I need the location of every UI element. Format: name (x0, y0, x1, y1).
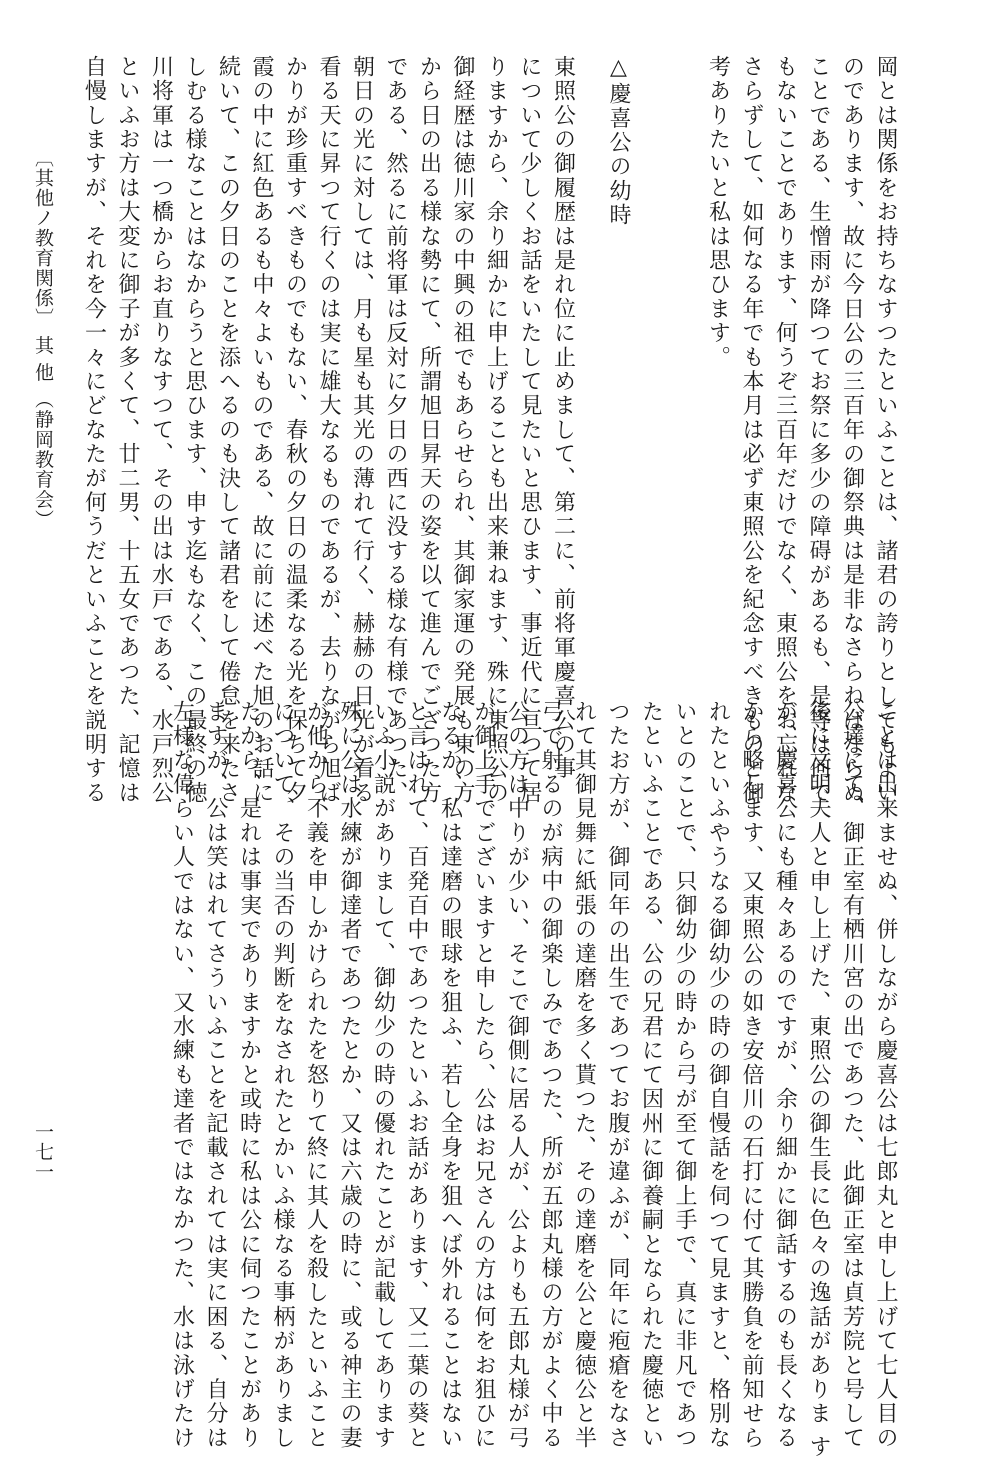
top-text-block (72, 55, 902, 806)
text-line: つたお方が、御同年の出生であつてお腹が違ふが、同年に疱瘡をなさ (605, 700, 630, 1451)
text-line: たといふことである、公の兄君にて因州に御養嗣となられた慶徳とい (638, 700, 664, 1451)
text-line: から日の出る様な勢にて、所謂旭日昇天の姿を以て進んでござつた方 (416, 55, 442, 806)
text-line: 考ありたいと私は思ひます。 (705, 55, 731, 370)
text-line: といふお方は大変に御子が多くて、廿二男、十五女であつた、記憶は (115, 55, 140, 806)
text-line: 岡とは関係をお持ちなすつたといふことは、諸君の誇りとしてもよい (873, 55, 898, 806)
text-line: いふ小説がありまして、御幼少の時の優れたことが記載してあります (370, 700, 396, 1451)
text-line: たから、是れは事実でありますかと或時に私は公に伺つたことがあり (236, 700, 262, 1451)
bottom-text-block (72, 700, 902, 1459)
text-line: である、然るに前将軍は反対に夕日の西に没する様な有様であつた、 (383, 55, 408, 806)
text-line: が御上手でございますと申したら、公はお兄さんの方は何をお狙ひに (471, 700, 496, 1451)
text-line: と言はれて、百発百中であつたといふお話があります、又二葉の葵と (404, 700, 429, 1451)
text-line: 御経歴は徳川家の中興の祖でもあらせられ、其御家運の発展も東の方 (450, 55, 475, 806)
text-line: なるか、私は達磨の眼球を狙ふ、若し全身を狙へば外れることはない (437, 700, 463, 1451)
text-line: ますが、公は笑はれてさういふことを記載されては実に困る、自分は (203, 700, 228, 1451)
text-line: 殊に公は水練が御達者であつたとか、又は六歳の時に、或る神主の妻 (337, 700, 362, 1451)
text-line: について、その当否の判断をなされたとかいふ様なる事柄がありまし (270, 700, 295, 1451)
text-line: から略します、又東照公の如き安倍川の石打に付て其勝負を前知せら (739, 700, 764, 1451)
text-line: のであります、故に今日公の三百年の御祭典は是非なさらねばならぬ (839, 55, 865, 806)
text-line: かりが珍重すべきものでもない、春秋の夕日の温柔なる光を保ちて夕 (282, 55, 308, 806)
text-line: さらずして、如何なる年でも本月は必ず東照公を紀念すべきものと御 (739, 55, 764, 806)
text-line: 霞の中に紅色あるも中々よいものである、故に前に述べた旭のお話に (249, 55, 274, 806)
text-line: いとのことで、只御幼少の時から弓が至て御上手で、真に非凡であつ (672, 700, 697, 1451)
text-line: 続いて、この夕日のことを添へるのも決して諸君をして倦怠を来たさ (215, 55, 241, 806)
text-line: 川将軍は一つ橋からお直りなすつて、その出は水戸である、水戸烈公 (148, 55, 174, 806)
text-line: 朝日の光に対しては、月も星も其光の薄れて行く、赫赫の日光が看る (349, 55, 375, 806)
text-line: 公達にて、御正室有栖川宮の出であつた、此御正室は貞芳院と号して (839, 700, 865, 1451)
text-line: れたといふやうなる御幼少の時の御自慢話を伺つて見ますと、格別な (705, 700, 731, 1451)
text-line: もないことであります、何うぞ三百年だけでなく、東照公をお忘れな (772, 55, 798, 806)
text-line: 後に文明夫人と申し上げた、東照公の御生長に色々の逸話がありま す (806, 700, 831, 1459)
page-number: 一七一 (32, 1122, 54, 1182)
section-heading: △慶喜公の幼時 (606, 55, 631, 228)
text-line: が、慶喜公にも種々あるのですが、余り細かに御話するのも長くなる (772, 700, 798, 1451)
text-line: が他から不義を申しかけられたを怒りて終に其人を殺したといふこと (303, 700, 329, 1451)
text-line: しむる様なことはなからうと思ひます、申す迄もなく、この最終の徳 (182, 55, 207, 806)
text-line: りますから、余り細かに申上げることも出来兼ねます、殊に東照公の (483, 55, 509, 806)
text-line: 左様な偉らい人ではない、又水練も達者ではなかつた、水は泳げたけ (169, 700, 195, 1451)
text-line: 公の方は中りが少い、そこで御側に居る人が、公よりも五郎丸様が弓 (504, 700, 530, 1451)
text-line: 自慢しますが、それを今一々にどなたが何うだといふことを説明する (81, 55, 107, 806)
text-line: 弓で射るのが病中の御楽しみであつた、所が五郎丸様の方がよく中る (538, 700, 563, 1451)
text-line: れて其御見舞に紙張の達磨を多く貰つた、その達磨を公と慶徳公と半 (571, 700, 597, 1451)
text-line: 東照公の御履歴は是れ位に止めまして、第二に、前将軍慶喜公の事 (550, 55, 576, 781)
text-line: 看る天に昇つて行くのは実に雄大なるものであるが、去りながら旭ば (316, 55, 341, 806)
running-footer-category: 〔其他ノ教育関係〕 其 他 （静岡教育会） (32, 148, 54, 530)
text-line: について少しくお話をいたして見たいと思ひます、事近代に亘つて居 (517, 55, 542, 806)
text-line: ことである、生憎雨が降つてお祭に多少の障碍があるも、是等は何で (806, 55, 831, 806)
text-line: ことは出来ませぬ、併しながら慶喜公は七郎丸と申し上げて七人目の (873, 700, 898, 1451)
